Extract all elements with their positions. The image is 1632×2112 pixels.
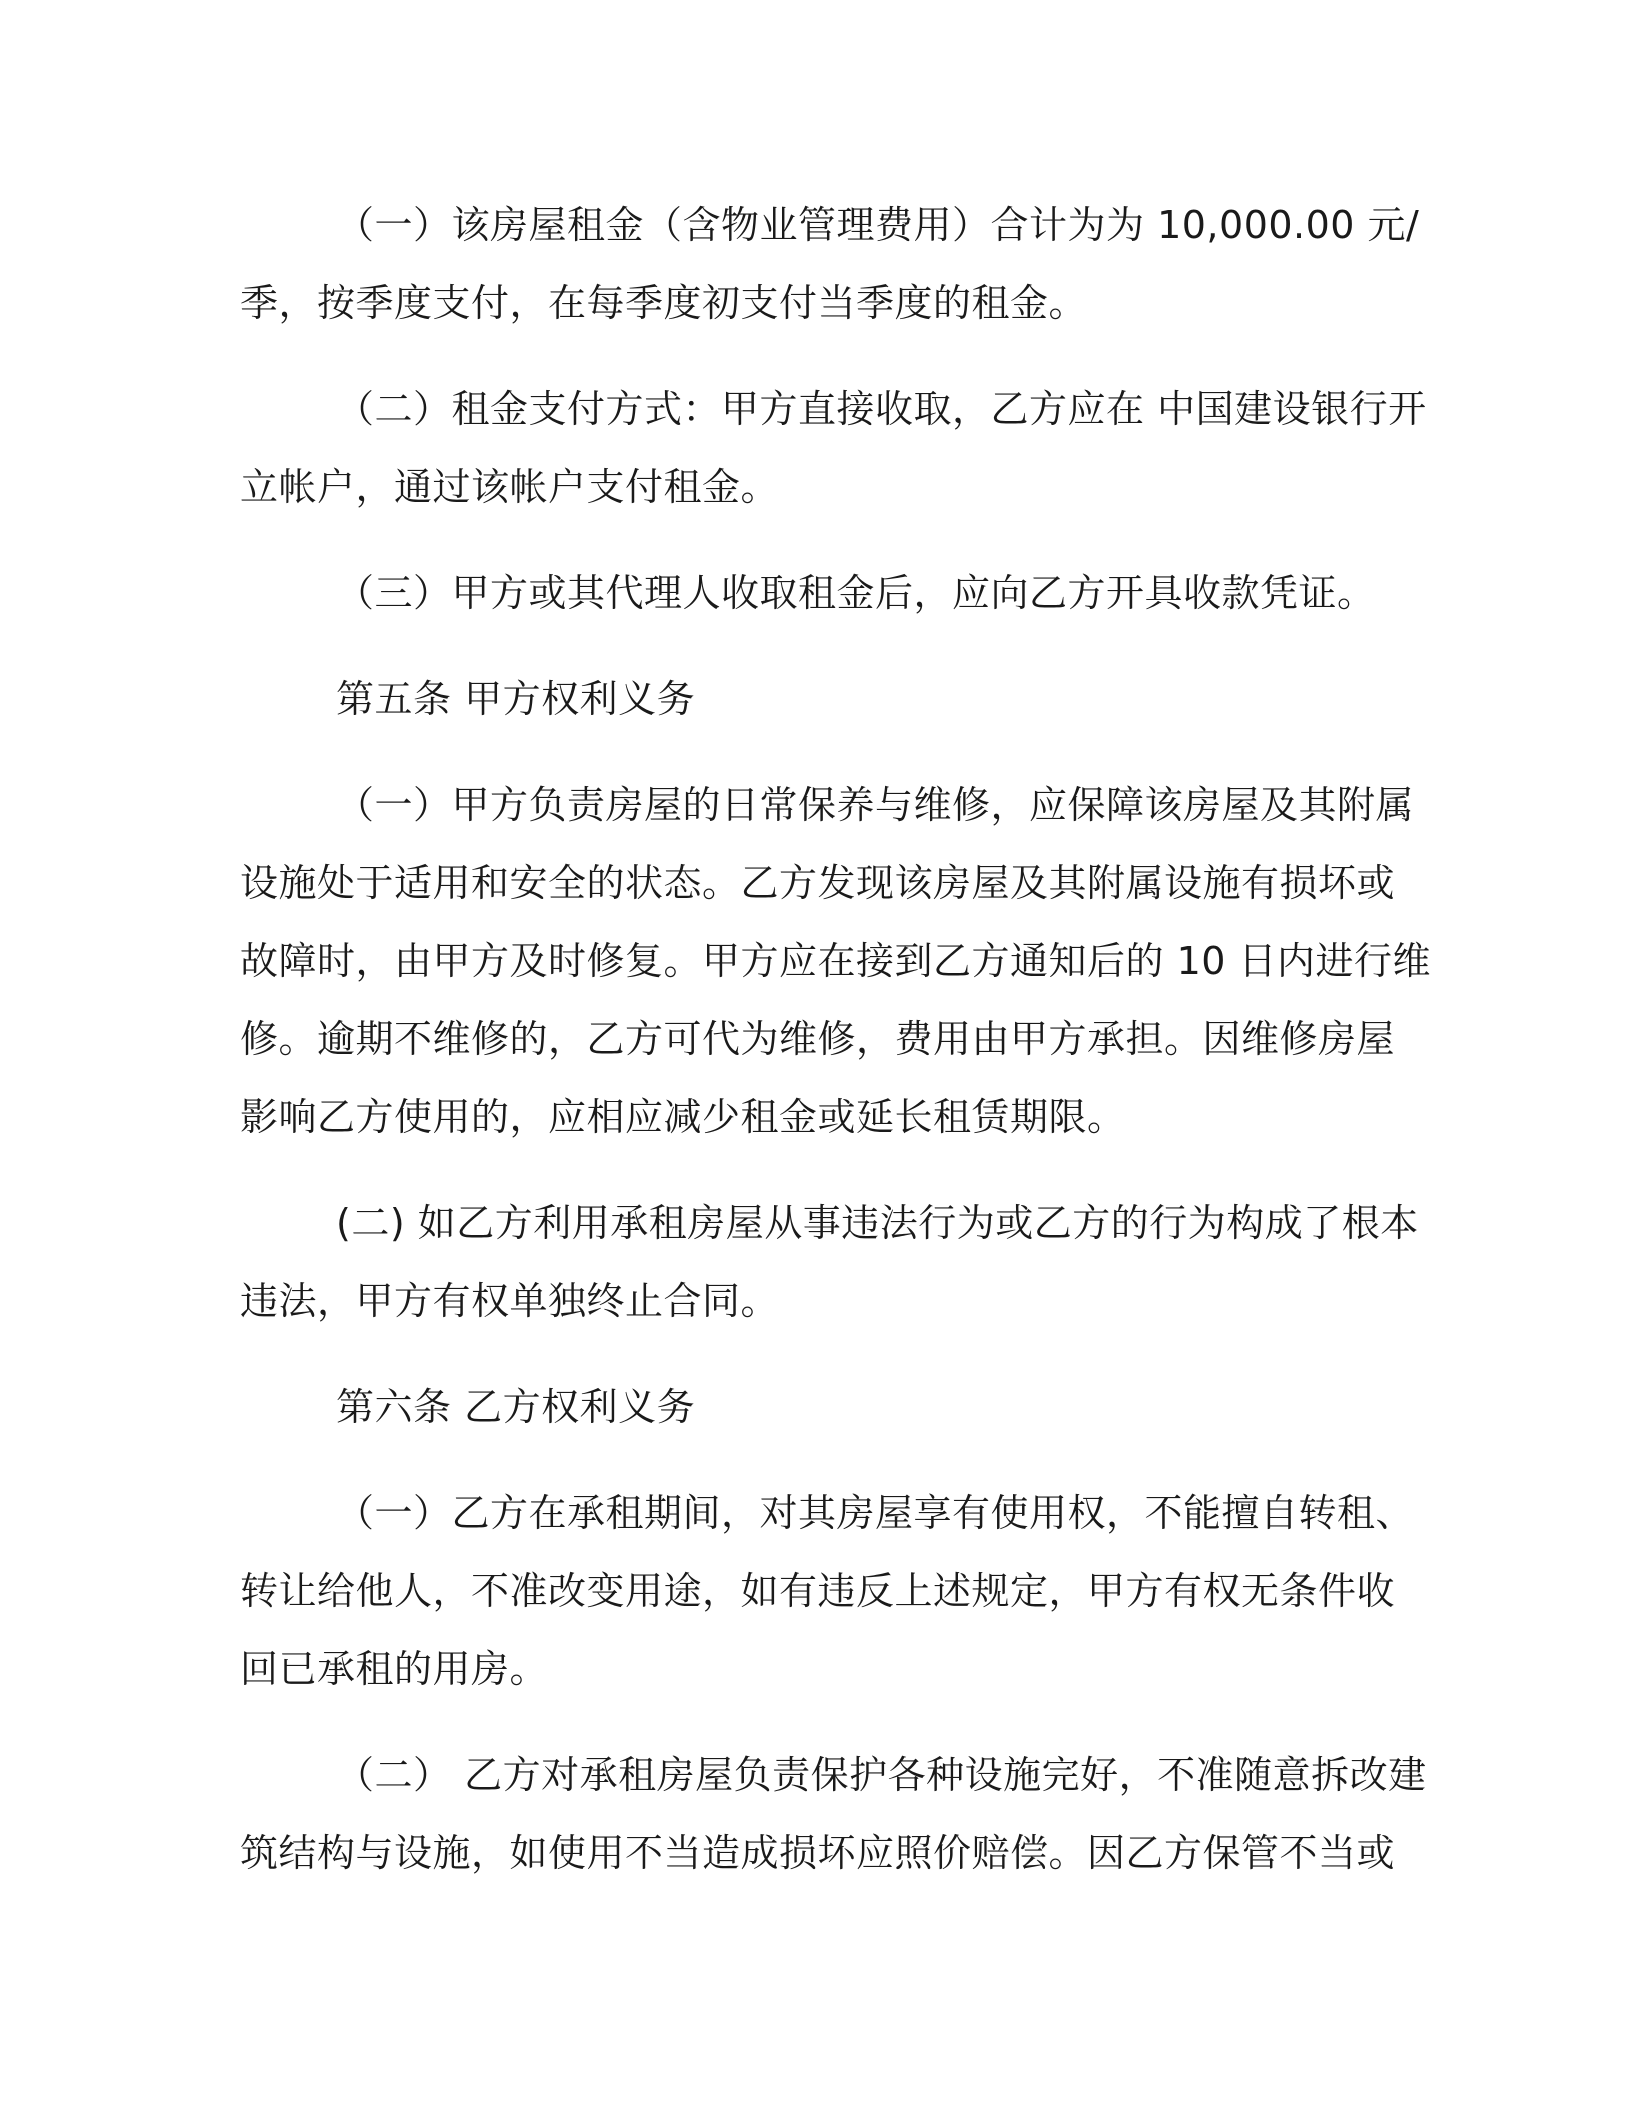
clause-5-1-line-3: 故障时，由甲方及时修复。甲方应在接到乙方通知后的 10 日内进行维 bbox=[240, 939, 1432, 983]
clause-5-1-line-2: 设施处于适用和安全的状态。乙方发现该房屋及其附属设施有损坏或 bbox=[240, 861, 1396, 905]
article-5-heading: 第五条 甲方权利义务 bbox=[336, 677, 696, 721]
clause-4-2-line-1: （二）租金支付方式：甲方直接收取，乙方应在 中国建设银行开 bbox=[336, 387, 1427, 431]
clause-6-2-line-2: 筑结构与设施，如使用不当造成损坏应照价赔偿。因乙方保管不当或 bbox=[240, 1831, 1396, 1875]
clause-6-2-line-1: （二） 乙方对承租房屋负责保护各种设施完好，不准随意拆改建 bbox=[336, 1753, 1427, 1797]
clause-6-1-line-1: （一）乙方在承租期间，对其房屋享有使用权，不能擅自转租、 bbox=[336, 1491, 1415, 1535]
clause-5-2-line-1: (二) 如乙方利用承租房屋从事违法行为或乙方的行为构成了根本 bbox=[336, 1201, 1419, 1245]
clause-5-1-line-5: 影响乙方使用的，应相应减少租金或延长租赁期限。 bbox=[240, 1095, 1126, 1139]
clause-4-1-line-2: 季，按季度支付，在每季度初支付当季度的租金。 bbox=[240, 281, 1088, 325]
clause-5-1-line-1: （一）甲方负责房屋的日常保养与维修，应保障该房屋及其附属 bbox=[336, 783, 1415, 827]
clause-4-3-line-1: （三）甲方或其代理人收取租金后，应向乙方开具收款凭证。 bbox=[336, 571, 1376, 615]
article-6-heading: 第六条 乙方权利义务 bbox=[336, 1385, 696, 1429]
clause-6-1-line-2: 转让给他人，不准改变用途，如有违反上述规定，甲方有权无条件收 bbox=[240, 1569, 1396, 1613]
clause-4-1-line-1: （一）该房屋租金（含物业管理费用）合计为为 10,000.00 元/ bbox=[336, 203, 1420, 247]
clause-4-2-line-2: 立帐户，通过该帐户支付租金。 bbox=[240, 465, 780, 509]
document-body bbox=[240, 186, 1432, 1892]
clause-6-1-line-3: 回已承租的用房。 bbox=[240, 1647, 549, 1691]
clause-5-1-line-4: 修。逾期不维修的，乙方可代为维修，费用由甲方承担。因维修房屋 bbox=[240, 1017, 1396, 1061]
clause-5-2-line-2: 违法，甲方有权单独终止合同。 bbox=[240, 1279, 780, 1323]
